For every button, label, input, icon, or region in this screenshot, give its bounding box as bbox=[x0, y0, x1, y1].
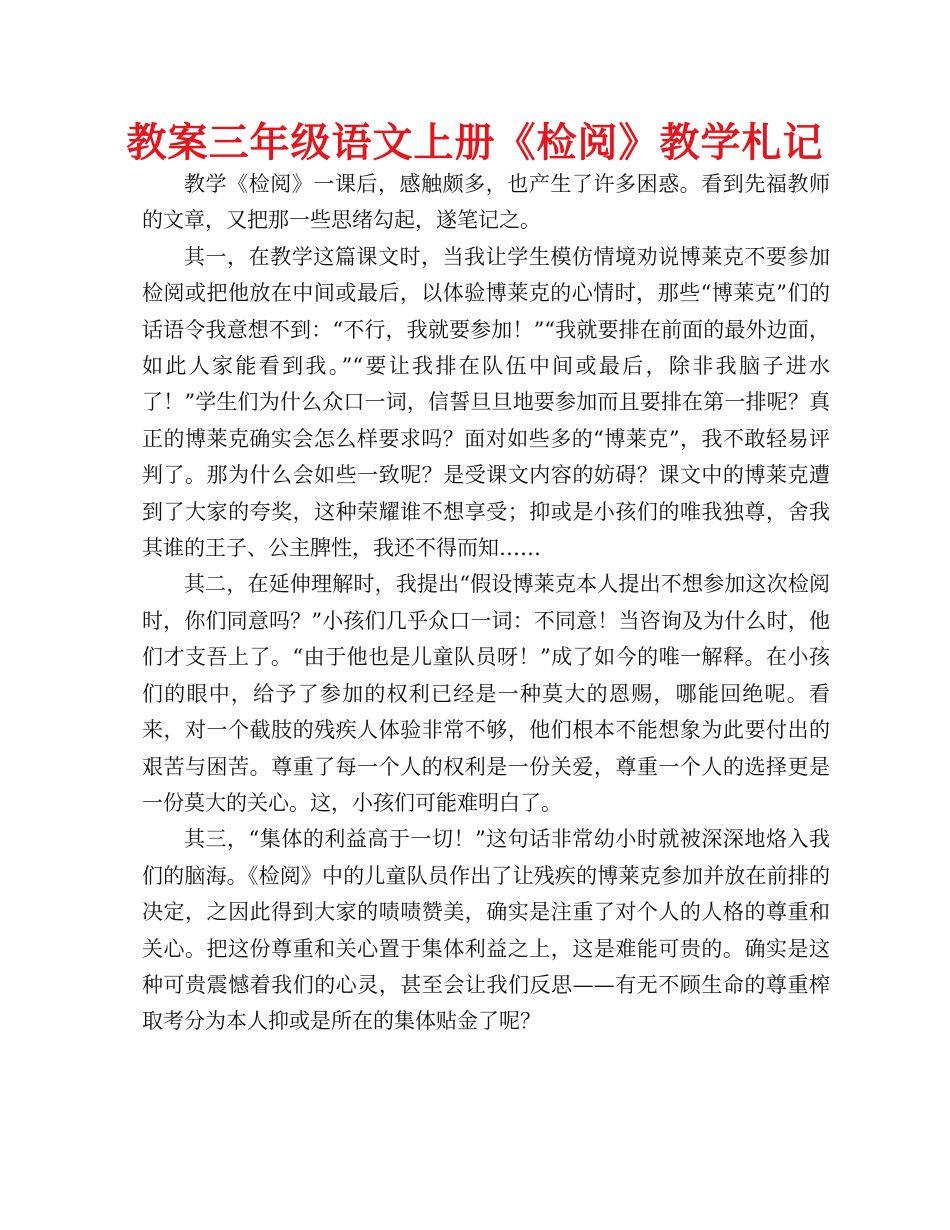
paragraph-point-three: 其三，“集体的利益高于一切！”这句话非常幼小时就被深深地烙入我们的脑海。《检阅》中的儿童队员作出了让残疾的博莱克参加并放在前排的决定，之因此得到大家的啧啧赞美，确实是注重了对个人的人格的尊重和关心。把这份尊重和关心置于集体利益之上，这是难能可贵的。确实是这种可贵震憾着我们的心灵，甚至会让我们反思——有无不顾生命的尊重榨取考分为本人抑或是所在的集体贴金了呢？ bbox=[142, 827, 830, 1034]
document-title: 教案三年级语文上册《检阅》教学札记 bbox=[126, 120, 824, 166]
paragraph-point-two: 其二，在延伸理解时，我提出“假设博莱克本人提出不想参加这次检阅时，你们同意吗？”小孩们几乎众口一词：不同意！当咨询及为什么时，他们才支吾上了。“由于他也是儿童队员呀！”成了如今的唯一解释。在小孩们的眼中，给予了参加的权利已经是一种莫大的恩赐，哪能回绝呢。看来，对一个截肢的残疾人体验非常不够，他们根本不能想象为此要付出的艰苦与困苦。尊重了每一个人的权利是一份关爱，尊重一个人的选择更是一份莫大的关心。这，小孩们可能难明白了。 bbox=[142, 572, 830, 815]
paragraph-point-one: 其一，在教学这篇课文时，当我让学生模仿情境劝说博莱克不要参加检阅或把他放在中间或最后，以体验博莱克的心情时，那些“博莱克”们的话语令我意想不到：“不行，我就要参加！”“我就要排在前面的最外边面，如此人家能看到我。”“要让我排在队伍中间或最后，除非我脑子进水了！”学生们为什么众口一词，信誓旦旦地要参加而且要排在第一排呢？真正的博莱克确实会怎么样要求吗？面对如些多的“博莱克”，我不敢轻易评判了。那为什么会如些一致呢？是受课文内容的妨碍？课文中的博莱克遭到了大家的夸奖，这种荣耀谁不想享受；抑或是小孩们的唯我独尊，舍我其谁的王子、公主脾性，我还不得而知…… bbox=[142, 244, 830, 561]
paragraph-intro: 教学《检阅》一课后，感触颇多，也产生了许多困惑。看到先福教师的文章，又把那一些思绪勾起，遂笔记之。 bbox=[142, 172, 830, 233]
document-body bbox=[142, 166, 830, 1040]
